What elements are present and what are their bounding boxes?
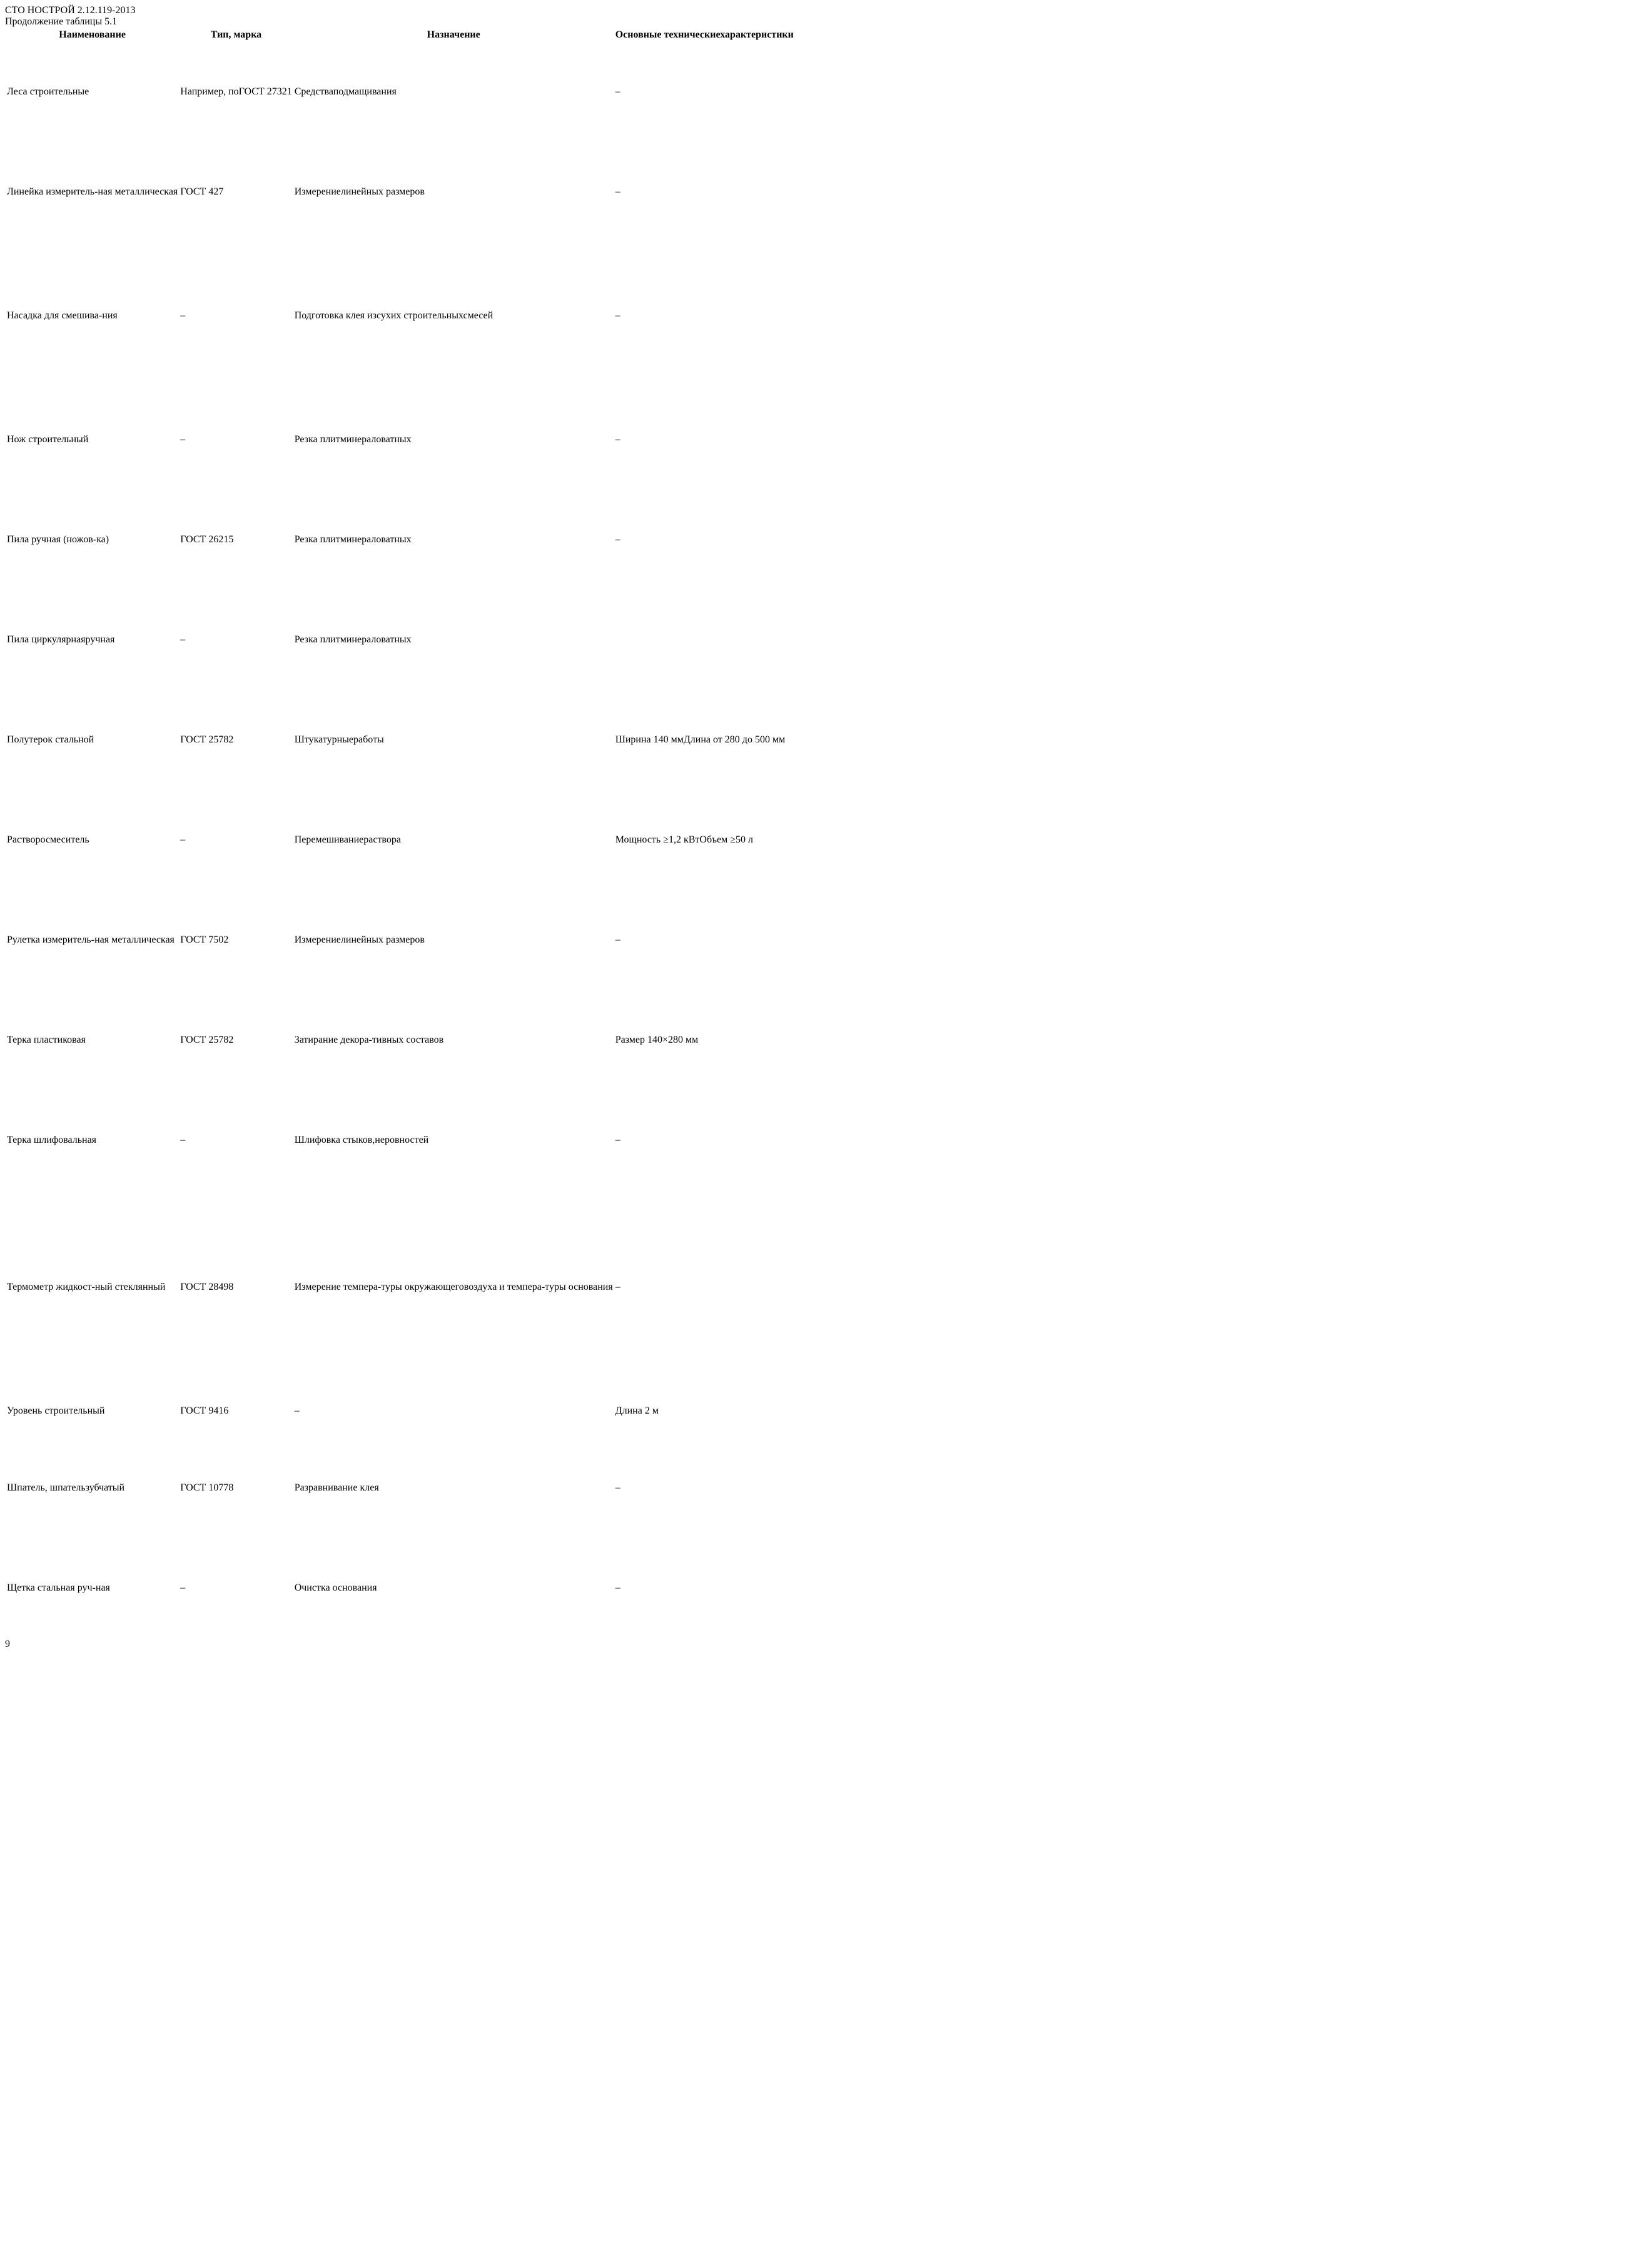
cell-name <box>6 891 178 990</box>
cell-type <box>180 1439 292 1537</box>
header-row <box>6 29 794 41</box>
cell-text-line: Насадка для смешива- <box>7 310 103 321</box>
cell-text-line: минераловатных <box>340 434 412 445</box>
cell-text-line: Перемешивание <box>294 834 364 845</box>
cell-text-line: Измерение <box>294 934 341 945</box>
header-text-line: Наименование <box>59 29 126 40</box>
tools-table <box>5 28 796 1639</box>
cell-text-line: Ширина 140 мм <box>615 734 684 745</box>
cell-name <box>6 691 178 789</box>
cell-text-line: ГОСТ 28498 <box>180 1282 234 1292</box>
cell-text-line: – <box>180 834 186 845</box>
cell-text-line: Пила ручная (ножов- <box>7 534 97 545</box>
cell-text-line: ная металлическая <box>98 186 178 197</box>
cell-type <box>180 1191 292 1384</box>
cell-purpose <box>294 590 614 689</box>
cell-text-line: – <box>180 634 186 645</box>
table-row <box>6 43 794 141</box>
cell-text-line: Размер 140×280 мм <box>615 1035 699 1045</box>
cell-text-line: Подготовка клея из <box>294 310 377 321</box>
cell-text-line: – <box>615 1582 620 1593</box>
cell-text-line: Щетка стальная руч- <box>7 1582 96 1593</box>
table-caption: Продолжение таблицы 5.1 <box>5 16 118 27</box>
table-row <box>6 143 794 241</box>
cell-purpose <box>294 143 614 241</box>
cell-name <box>6 1439 178 1537</box>
cell-text-line: ная <box>95 1582 110 1593</box>
cell-text-line: – <box>615 934 620 945</box>
cell-text-line: ка) <box>96 534 109 545</box>
cell-text-line: сухих строительных <box>376 310 463 321</box>
cell-text-line: Рулетка измеритель- <box>7 934 95 945</box>
cell-type <box>180 390 292 489</box>
column-header-name <box>6 29 178 41</box>
cell-text-line: – <box>294 1405 300 1416</box>
cell-purpose <box>294 1539 614 1638</box>
cell-specs <box>615 243 794 389</box>
cell-purpose <box>294 490 614 589</box>
cell-text-line: минераловатных <box>340 634 412 645</box>
column-header-type <box>180 29 292 41</box>
table-row <box>6 1539 794 1638</box>
cell-text-line: – <box>615 1482 620 1493</box>
cell-type <box>180 791 292 889</box>
cell-text-line: ГОСТ 10778 <box>180 1482 234 1493</box>
table-row <box>6 891 794 990</box>
table-row <box>6 390 794 489</box>
cell-text-line: Средства <box>294 86 333 97</box>
cell-specs <box>615 791 794 889</box>
table-header <box>6 29 794 41</box>
header-text-line: Назначение <box>427 29 480 40</box>
cell-type <box>180 490 292 589</box>
cell-text-line: Шлифовка стыков, <box>294 1135 375 1145</box>
cell-text-line: Линейка измеритель- <box>7 186 98 197</box>
page-number: 9 <box>5 1639 10 1649</box>
cell-text-line: – <box>615 1135 620 1145</box>
cell-purpose <box>294 43 614 141</box>
table-body <box>6 43 794 1638</box>
cell-text-line: ГОСТ 27321 <box>238 86 292 97</box>
cell-specs <box>615 143 794 241</box>
cell-type <box>180 891 292 990</box>
cell-name <box>6 1191 178 1384</box>
cell-text-line: Шпатель, шпатель <box>7 1482 86 1493</box>
cell-text-line: – <box>180 434 186 445</box>
cell-text-line: подмащивания <box>333 86 397 97</box>
cell-text-line: туры основания <box>545 1282 613 1292</box>
cell-purpose <box>294 1385 614 1437</box>
cell-specs <box>615 1191 794 1384</box>
cell-text-line: Леса строительные <box>7 86 89 97</box>
cell-purpose <box>294 691 614 789</box>
cell-text-line: ГОСТ 7502 <box>180 934 229 945</box>
header-text-line: характеристики <box>720 29 794 40</box>
cell-specs <box>615 43 794 141</box>
cell-text-line: Пила циркулярная <box>7 634 86 645</box>
cell-text-line: смесей <box>463 310 494 321</box>
table-row <box>6 791 794 889</box>
cell-name <box>6 1385 178 1437</box>
cell-text-line: Нож строительный <box>7 434 89 445</box>
cell-type <box>180 1385 292 1437</box>
cell-type <box>180 691 292 789</box>
column-header-specs <box>615 29 794 41</box>
cell-specs <box>615 1091 794 1190</box>
cell-text-line: Разравнивание клея <box>294 1482 379 1493</box>
cell-specs <box>615 590 794 689</box>
table-row <box>6 691 794 789</box>
cell-text-line: Длина 2 м <box>615 1405 659 1416</box>
table-row <box>6 1091 794 1190</box>
cell-text-line: Уровень строительный <box>7 1405 105 1416</box>
cell-text-line: туры окружающего <box>381 1282 464 1292</box>
document-id-header: СТО НОСТРОЙ 2.12.119-2013 <box>5 5 136 16</box>
cell-name <box>6 991 178 1090</box>
cell-type <box>180 243 292 389</box>
cell-text-line: Длина от 280 до 500 мм <box>683 734 786 745</box>
cell-name <box>6 390 178 489</box>
cell-text-line: – <box>180 310 186 321</box>
cell-text-line: работы <box>353 734 384 745</box>
cell-text-line: Растворосмеситель <box>7 834 89 845</box>
cell-specs <box>615 390 794 489</box>
table-row <box>6 1191 794 1384</box>
cell-text-line: ния <box>102 310 118 321</box>
cell-text-line: ручная <box>85 634 115 645</box>
cell-text-line: Измерение <box>294 186 341 197</box>
cell-text-line: раствора <box>363 834 401 845</box>
cell-text-line: воздуха и темпера- <box>463 1282 545 1292</box>
cell-text-line: Резка плит <box>294 534 340 545</box>
cell-purpose <box>294 1191 614 1384</box>
cell-name <box>6 1539 178 1638</box>
cell-name <box>6 590 178 689</box>
cell-text-line: тивных составов <box>372 1035 444 1045</box>
cell-text-line: – <box>615 86 620 97</box>
cell-name <box>6 791 178 889</box>
cell-text-line: – <box>180 1135 186 1145</box>
cell-purpose <box>294 791 614 889</box>
cell-name <box>6 243 178 389</box>
cell-text-line: ГОСТ 25782 <box>180 734 234 745</box>
table-row <box>6 590 794 689</box>
cell-text-line: Термометр жидкост- <box>7 1282 95 1292</box>
header-text-line: Основные технические <box>615 29 721 40</box>
cell-specs <box>615 691 794 789</box>
cell-specs <box>615 1385 794 1437</box>
cell-text-line: Штукатурные <box>294 734 354 745</box>
cell-text-line: Например, по <box>180 86 239 97</box>
cell-name <box>6 43 178 141</box>
cell-text-line: ГОСТ 26215 <box>180 534 234 545</box>
cell-specs <box>615 490 794 589</box>
table-row <box>6 1439 794 1537</box>
cell-purpose <box>294 891 614 990</box>
cell-specs <box>615 1439 794 1537</box>
cell-text-line: ГОСТ 427 <box>180 186 224 197</box>
cell-specs <box>615 1539 794 1638</box>
cell-text-line: Полутерок стальной <box>7 734 94 745</box>
cell-text-line: зубчатый <box>85 1482 125 1493</box>
cell-text-line: – <box>615 310 620 321</box>
cell-type <box>180 991 292 1090</box>
cell-text-line: Затирание декора- <box>294 1035 372 1045</box>
cell-specs <box>615 991 794 1090</box>
cell-name <box>6 143 178 241</box>
cell-text-line: Измерение темпера- <box>294 1282 382 1292</box>
cell-type <box>180 1091 292 1190</box>
cell-text-line: линейных размеров <box>340 934 425 945</box>
cell-name <box>6 1091 178 1190</box>
cell-text-line: ГОСТ 25782 <box>180 1035 234 1045</box>
cell-text-line: – <box>615 1282 620 1292</box>
cell-text-line: Терка шлифовальная <box>7 1135 97 1145</box>
column-header-purpose <box>294 29 614 41</box>
cell-text-line: Терка пластиковая <box>7 1035 86 1045</box>
cell-text-line: – <box>615 434 620 445</box>
cell-purpose <box>294 991 614 1090</box>
cell-purpose <box>294 390 614 489</box>
cell-text-line: Очистка основания <box>294 1582 377 1593</box>
cell-text-line: – <box>180 1582 186 1593</box>
cell-purpose <box>294 1091 614 1190</box>
cell-purpose <box>294 1439 614 1537</box>
cell-specs <box>615 891 794 990</box>
cell-text-line: Объем ≥50 л <box>699 834 753 845</box>
cell-text-line: – <box>615 186 620 197</box>
cell-text-line: неровностей <box>375 1135 429 1145</box>
cell-text-line: минераловатных <box>340 534 412 545</box>
cell-text-line: – <box>615 534 620 545</box>
cell-text-line: ная металлическая <box>94 934 175 945</box>
cell-type <box>180 143 292 241</box>
cell-text-line: ный стеклянный <box>94 1282 166 1292</box>
cell-name <box>6 490 178 589</box>
cell-text-line: Мощность ≥1,2 кВт <box>615 834 700 845</box>
cell-text-line: Резка плит <box>294 434 340 445</box>
table-row <box>6 991 794 1090</box>
cell-text-line: Резка плит <box>294 634 340 645</box>
cell-type <box>180 590 292 689</box>
cell-type <box>180 1539 292 1638</box>
cell-text-line: линейных размеров <box>340 186 425 197</box>
table-row <box>6 1385 794 1437</box>
cell-type <box>180 43 292 141</box>
table-row <box>6 490 794 589</box>
table-row <box>6 243 794 389</box>
cell-purpose <box>294 243 614 389</box>
cell-text-line: ГОСТ 9416 <box>180 1405 229 1416</box>
header-text-line: Тип, марка <box>210 29 262 40</box>
